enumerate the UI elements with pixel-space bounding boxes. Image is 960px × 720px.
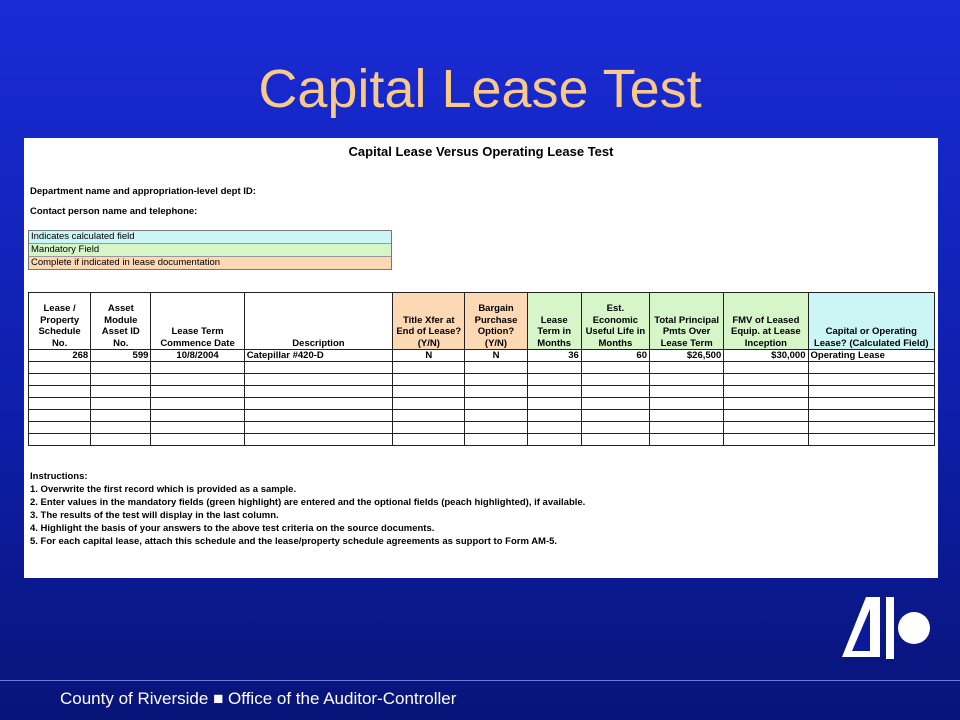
table-row <box>29 398 935 410</box>
table-cell <box>91 362 151 374</box>
table-cell <box>393 410 465 422</box>
table-cell <box>527 386 581 398</box>
col-header-title-xfer: Title Xfer at End of Lease? (Y/N) <box>393 293 465 350</box>
table-cell <box>151 362 244 374</box>
col-header-useful-life: Est. Economic Useful Life in Months <box>581 293 649 350</box>
table-cell: $30,000 <box>724 350 808 362</box>
table-cell <box>91 386 151 398</box>
table-row <box>29 422 935 434</box>
table-cell <box>465 374 527 386</box>
table-cell <box>527 422 581 434</box>
table-cell <box>91 422 151 434</box>
table-row <box>29 386 935 398</box>
col-header-lease-term: Lease Term in Months <box>527 293 581 350</box>
table-cell <box>244 422 392 434</box>
table-cell <box>581 398 649 410</box>
col-header-description: Description <box>244 293 392 350</box>
table-row <box>29 362 935 374</box>
table-cell <box>91 398 151 410</box>
table-cell <box>29 410 91 422</box>
table-row <box>29 350 935 362</box>
table-cell <box>393 374 465 386</box>
col-header-commence-date: Lease Term Commence Date <box>151 293 244 350</box>
legend-calculated: Indicates calculated field <box>29 231 391 244</box>
table-cell <box>465 434 527 446</box>
instruction-item: 1. Overwrite the first record which is provided as a sample. <box>30 484 297 495</box>
table-cell <box>527 362 581 374</box>
table-cell: N <box>465 350 527 362</box>
legend-optional: Complete if indicated in lease documentation <box>29 257 391 269</box>
table-cell <box>244 386 392 398</box>
table-cell <box>724 422 808 434</box>
table-cell <box>581 434 649 446</box>
spreadsheet-image <box>24 138 938 578</box>
table-cell <box>465 422 527 434</box>
table-cell <box>527 410 581 422</box>
table-cell <box>393 434 465 446</box>
table-cell <box>151 398 244 410</box>
table-cell <box>393 422 465 434</box>
legend-mandatory: Mandatory Field <box>29 244 391 257</box>
table-cell <box>244 398 392 410</box>
table-cell <box>151 410 244 422</box>
table-cell: N <box>393 350 465 362</box>
table-cell <box>650 422 724 434</box>
table-cell: Catepillar #420-D <box>244 350 392 362</box>
instruction-item: 4. Highlight the basis of your answers to the above test criteria on the source documents. <box>30 523 435 534</box>
table-cell <box>91 410 151 422</box>
header-row <box>29 293 935 350</box>
col-header-lease-type: Capital or Operating Lease? (Calculated Field) <box>808 293 935 350</box>
table-row <box>29 434 935 446</box>
table-cell <box>244 410 392 422</box>
col-header-bargain-option: Bargain Purchase Option? (Y/N) <box>465 293 527 350</box>
auditor-controller-logo-icon <box>840 595 932 661</box>
instruction-item: 3. The results of the test will display in the last column. <box>30 510 279 521</box>
lease-table <box>28 292 935 446</box>
table-row <box>29 374 935 386</box>
table-cell: 60 <box>581 350 649 362</box>
col-header-schedule-no: Lease / Property Schedule No. <box>29 293 91 350</box>
table-cell <box>581 374 649 386</box>
table-cell <box>724 410 808 422</box>
table-cell <box>808 434 935 446</box>
table-cell <box>393 398 465 410</box>
col-header-fmv: FMV of Leased Equip. at Lease Inception <box>724 293 808 350</box>
table-cell <box>29 374 91 386</box>
instruction-item: 5. For each capital lease, attach this schedule and the lease/property schedule agreements as support to Form AM-5. <box>30 536 558 547</box>
table-cell <box>808 374 935 386</box>
table-cell <box>151 374 244 386</box>
table-cell <box>91 374 151 386</box>
table-cell <box>527 398 581 410</box>
table-cell: 268 <box>29 350 91 362</box>
table-cell <box>151 434 244 446</box>
slide-title: Capital Lease Test <box>258 59 702 119</box>
table-cell <box>724 434 808 446</box>
table-cell: 599 <box>91 350 151 362</box>
table-cell: $26,500 <box>650 350 724 362</box>
table-cell <box>650 362 724 374</box>
table-cell <box>91 434 151 446</box>
table-cell <box>808 410 935 422</box>
table-cell <box>581 362 649 374</box>
contact-label: Contact person name and telephone: <box>30 206 198 217</box>
sheet-title: Capital Lease Versus Operating Lease Test <box>348 144 614 159</box>
table-cell <box>393 362 465 374</box>
table-cell <box>151 386 244 398</box>
table-cell <box>244 434 392 446</box>
table-cell <box>808 362 935 374</box>
table-cell <box>29 398 91 410</box>
table-cell <box>29 386 91 398</box>
table-cell <box>724 386 808 398</box>
table-cell <box>650 374 724 386</box>
table-cell <box>724 362 808 374</box>
col-header-asset-id: Asset Module Asset ID No. <box>91 293 151 350</box>
instructions <box>30 470 585 548</box>
table-cell <box>650 398 724 410</box>
table-cell <box>465 386 527 398</box>
table-cell <box>244 362 392 374</box>
table-cell <box>724 374 808 386</box>
col-header-principal-pmts: Total Principal Pmts Over Lease Term <box>650 293 724 350</box>
table-cell <box>527 434 581 446</box>
table-cell <box>29 422 91 434</box>
table-cell <box>581 422 649 434</box>
instructions-title: Instructions: <box>30 471 88 482</box>
footer-text: County of Riverside ■ Office of the Auditor-Controller <box>60 689 457 708</box>
table-cell <box>527 374 581 386</box>
table-cell <box>808 386 935 398</box>
color-legend <box>28 230 392 270</box>
table-cell <box>808 398 935 410</box>
table-row <box>29 410 935 422</box>
table-cell <box>724 398 808 410</box>
table-cell <box>808 422 935 434</box>
table-cell <box>151 422 244 434</box>
table-cell <box>393 386 465 398</box>
table-cell: Operating Lease <box>808 350 935 362</box>
department-label: Department name and appropriation-level dept ID: <box>30 186 256 197</box>
table-cell <box>465 362 527 374</box>
table-cell <box>29 362 91 374</box>
footer-divider <box>0 680 960 681</box>
table-cell <box>581 386 649 398</box>
table-cell: 36 <box>527 350 581 362</box>
table-cell: 10/8/2004 <box>151 350 244 362</box>
instruction-item: 2. Enter values in the mandatory fields (green highlight) are entered and the optional fields (peach highlighted), if available. <box>30 497 586 508</box>
table-cell <box>465 410 527 422</box>
table-cell <box>650 434 724 446</box>
table-cell <box>650 410 724 422</box>
table-cell <box>581 410 649 422</box>
table-cell <box>29 434 91 446</box>
table-cell <box>650 386 724 398</box>
table-cell <box>244 374 392 386</box>
table-cell <box>465 398 527 410</box>
